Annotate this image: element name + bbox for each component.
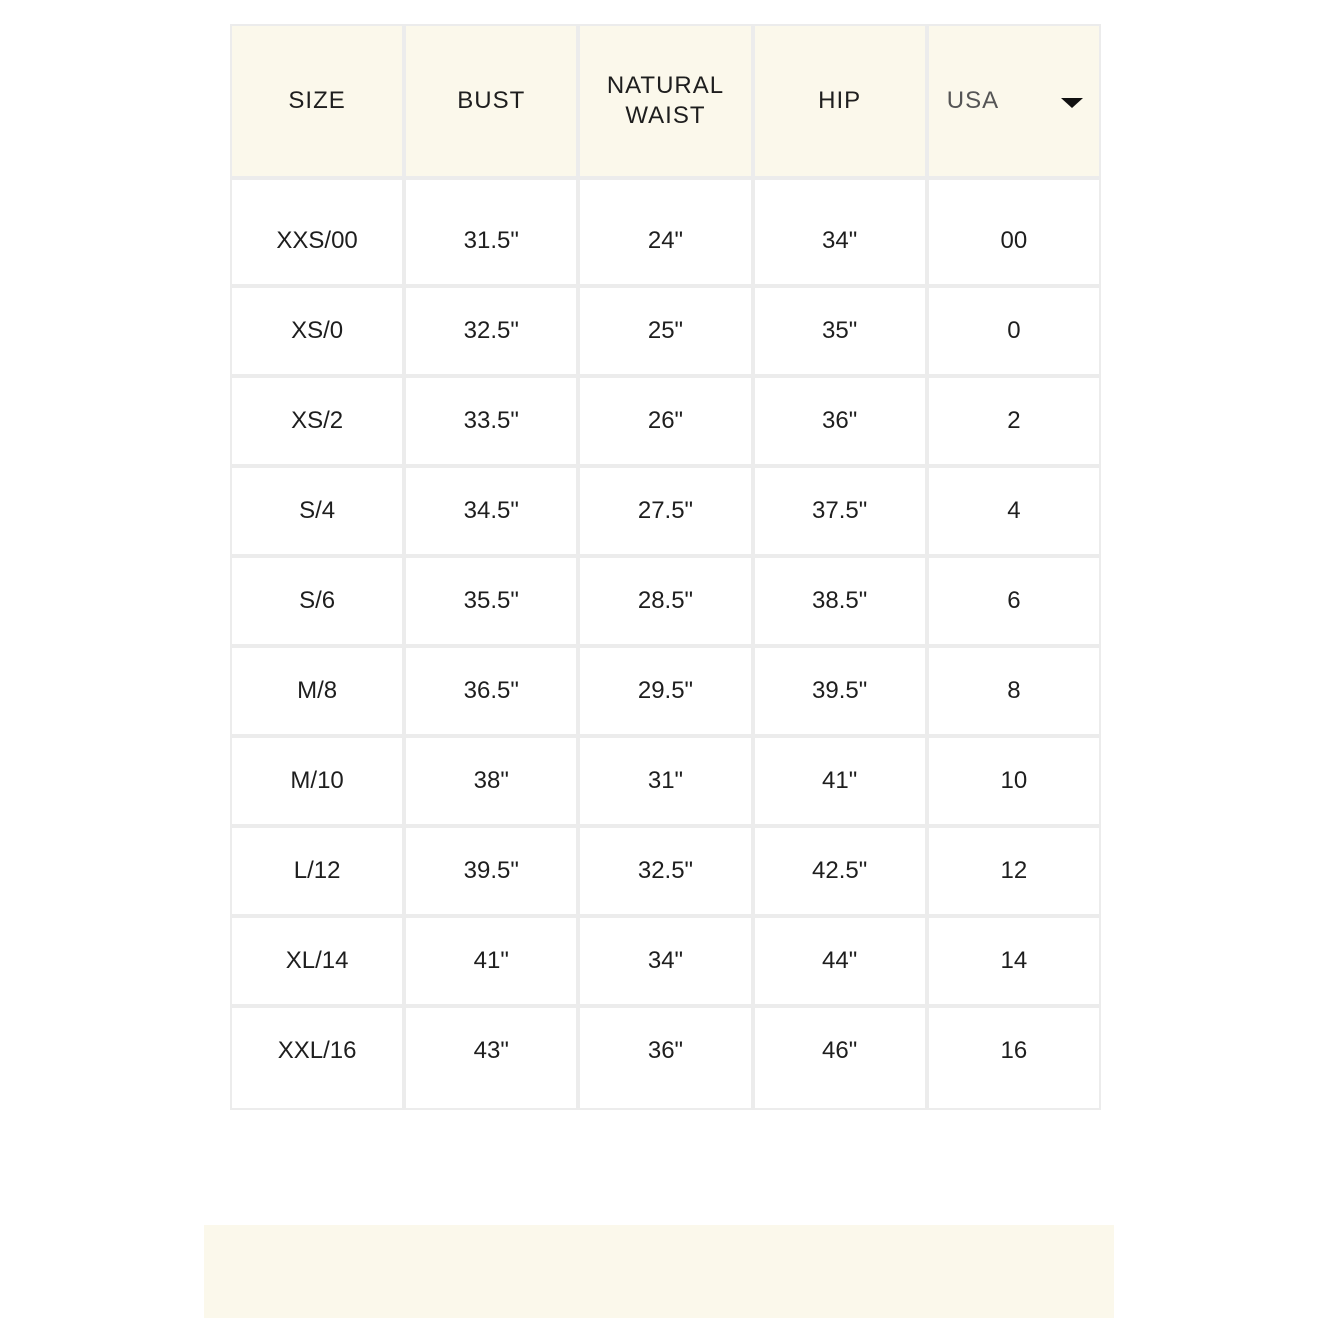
cell-natural-waist: 28.5"	[578, 556, 752, 646]
cell-size: S/4	[230, 466, 404, 556]
cell-bust: 43"	[404, 1006, 578, 1110]
cell-hip: 39.5"	[753, 646, 927, 736]
cell-us-size: 12	[927, 826, 1101, 916]
table-row	[230, 376, 1101, 466]
cell-hip: 36"	[753, 376, 927, 466]
cell-natural-waist: 32.5"	[578, 826, 752, 916]
cell-bust: 32.5"	[404, 286, 578, 376]
cell-hip: 42.5"	[753, 826, 927, 916]
cell-hip: 37.5"	[753, 466, 927, 556]
cell-us-size: 0	[927, 286, 1101, 376]
cell-natural-waist: 27.5"	[578, 466, 752, 556]
cell-natural-waist: 36"	[578, 1006, 752, 1110]
cell-size: XXL/16	[230, 1006, 404, 1110]
cell-natural-waist: 29.5"	[578, 646, 752, 736]
unit-select-value: USA	[946, 87, 1000, 114]
cell-natural-waist: 31"	[578, 736, 752, 826]
cell-natural-waist: 26"	[578, 376, 752, 466]
table-row	[230, 916, 1101, 1006]
table-row	[230, 178, 1101, 286]
table-row	[230, 556, 1101, 646]
cell-bust: 33.5"	[404, 376, 578, 466]
table-header-row	[230, 24, 1101, 178]
table-row	[230, 736, 1101, 826]
table-row	[230, 826, 1101, 916]
header-unit-select-cell	[927, 24, 1101, 178]
header-bust: BUST	[404, 24, 578, 178]
cell-hip: 41"	[753, 736, 927, 826]
cell-bust: 34.5"	[404, 466, 578, 556]
cell-size: XS/0	[230, 286, 404, 376]
table-row	[230, 466, 1101, 556]
cell-bust: 31.5"	[404, 178, 578, 286]
cell-natural-waist: 24"	[578, 178, 752, 286]
cell-size: M/10	[230, 736, 404, 826]
table-row	[230, 1006, 1101, 1110]
cell-us-size: 00	[927, 178, 1101, 286]
cell-hip: 34"	[753, 178, 927, 286]
cell-bust: 39.5"	[404, 826, 578, 916]
cell-bust: 36.5"	[404, 646, 578, 736]
cell-us-size: 4	[927, 466, 1101, 556]
cell-us-size: 8	[927, 646, 1101, 736]
cell-natural-waist: 34"	[578, 916, 752, 1006]
cell-hip: 38.5"	[753, 556, 927, 646]
cell-size: XS/2	[230, 376, 404, 466]
cell-size: XXS/00	[230, 178, 404, 286]
cell-size: S/6	[230, 556, 404, 646]
footer-band	[204, 1225, 1114, 1318]
header-natural-waist	[578, 24, 752, 178]
cell-us-size: 16	[927, 1006, 1101, 1110]
cell-hip: 46"	[753, 1006, 927, 1110]
table-body	[230, 178, 1101, 1110]
unit-select-dropdown[interactable]	[929, 26, 1099, 176]
header-hip: HIP	[753, 24, 927, 178]
cell-us-size: 2	[927, 376, 1101, 466]
cell-us-size: 14	[927, 916, 1101, 1006]
cell-size: M/8	[230, 646, 404, 736]
header-natural-waist-label: NATURAL WAIST	[606, 72, 725, 129]
cell-size: XL/14	[230, 916, 404, 1006]
cell-bust: 41"	[404, 916, 578, 1006]
table-row	[230, 646, 1101, 736]
cell-us-size: 6	[927, 556, 1101, 646]
cell-natural-waist: 25"	[578, 286, 752, 376]
cell-size: L/12	[230, 826, 404, 916]
cell-hip: 35"	[753, 286, 927, 376]
cell-bust: 35.5"	[404, 556, 578, 646]
header-size: SIZE	[230, 24, 404, 178]
size-chart-table	[230, 24, 1101, 1110]
cell-bust: 38"	[404, 736, 578, 826]
chevron-down-icon	[1061, 98, 1083, 108]
cell-us-size: 10	[927, 736, 1101, 826]
table-row	[230, 286, 1101, 376]
cell-hip: 44"	[753, 916, 927, 1006]
